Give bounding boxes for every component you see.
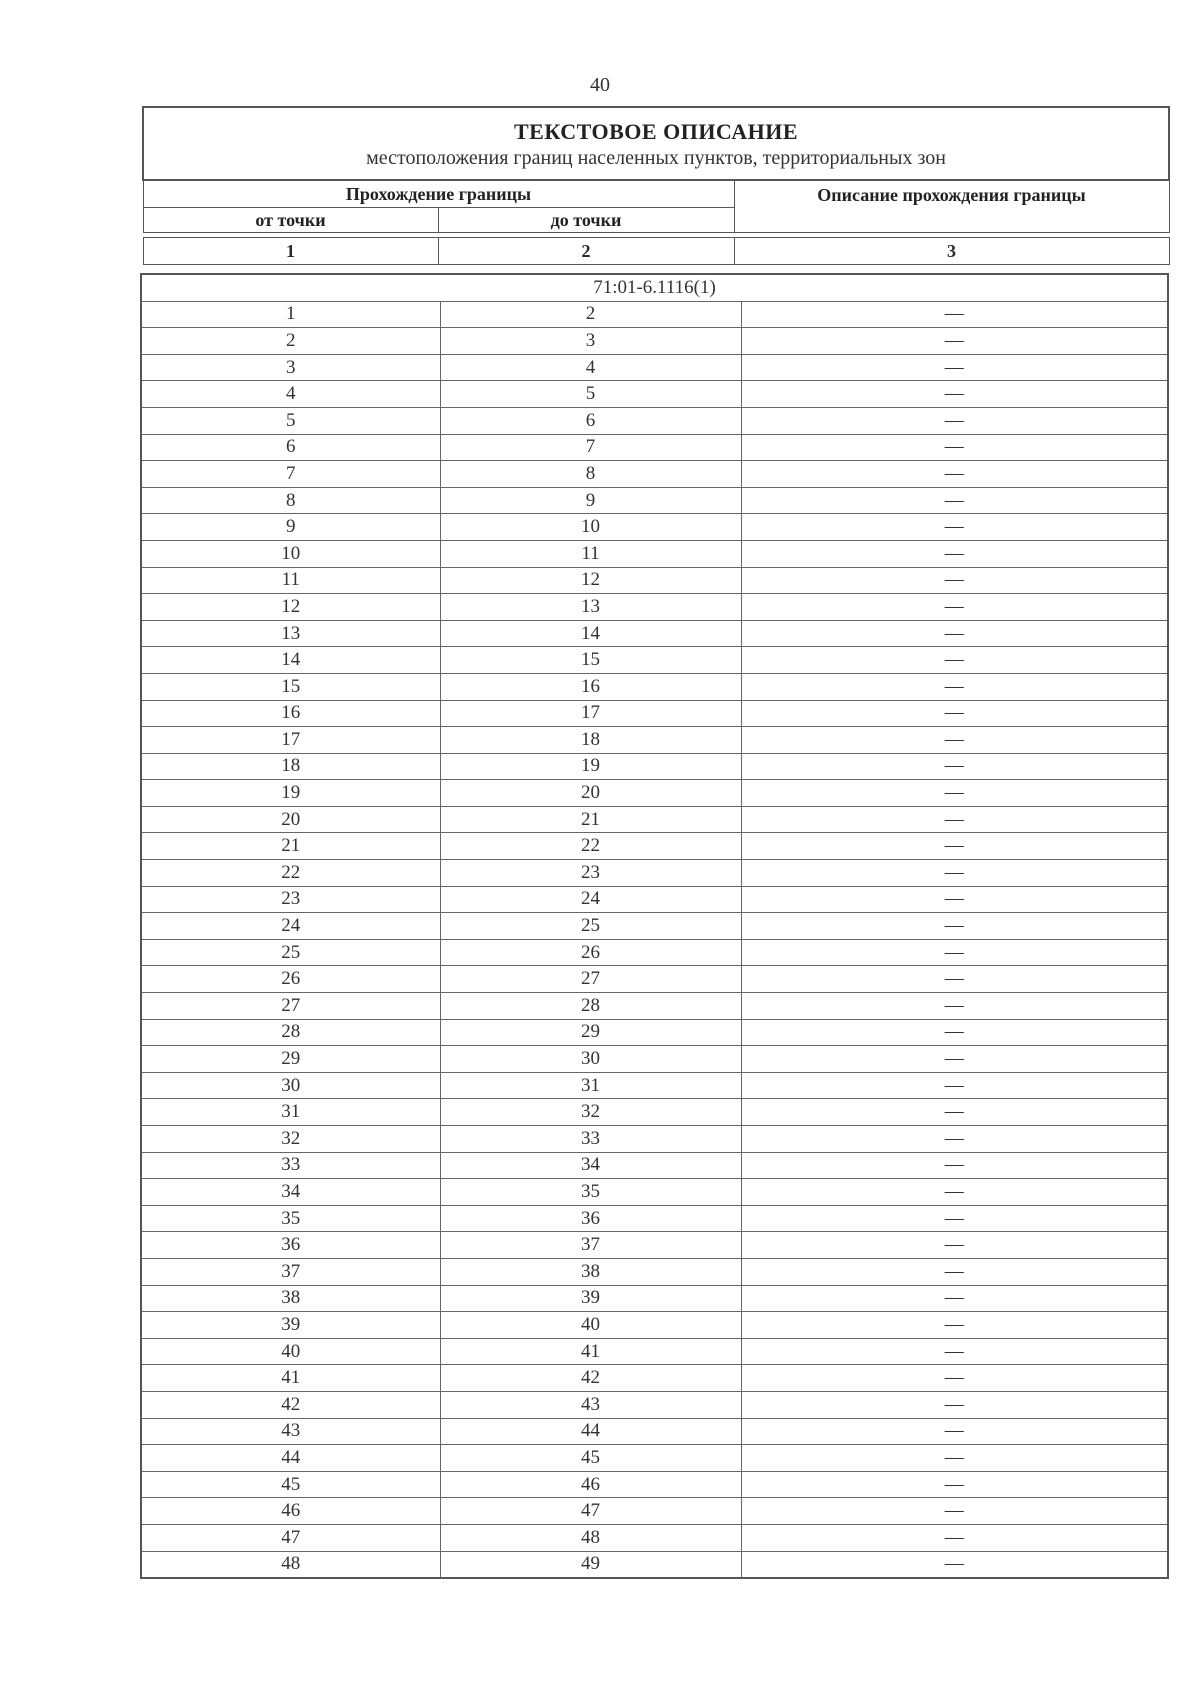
- cell-to-point: 38: [440, 1258, 741, 1285]
- table-row: [141, 1019, 1168, 1046]
- cell-to-point: 36: [440, 1205, 741, 1232]
- table-row: [141, 540, 1168, 567]
- cell-from-point: 29: [141, 1046, 440, 1073]
- table-row: [141, 1498, 1168, 1525]
- cell-to-point: 43: [440, 1391, 741, 1418]
- table-row: [141, 407, 1168, 434]
- cell-description: —: [741, 1019, 1168, 1046]
- table-row: [141, 1365, 1168, 1392]
- cell-from-point: 5: [141, 407, 440, 434]
- cell-to-point: 29: [440, 1019, 741, 1046]
- cell-from-point: 14: [141, 647, 440, 674]
- cell-to-point: 40: [440, 1312, 741, 1339]
- cell-from-point: 48: [141, 1551, 440, 1578]
- cell-from-point: 44: [141, 1445, 440, 1472]
- header-to-point: до точки: [438, 208, 734, 233]
- table-row: [141, 700, 1168, 727]
- cell-from-point: 47: [141, 1524, 440, 1551]
- cell-description: —: [741, 620, 1168, 647]
- cell-description: —: [741, 1524, 1168, 1551]
- table-row: [141, 913, 1168, 940]
- cell-description: —: [741, 1338, 1168, 1365]
- cell-description: —: [741, 540, 1168, 567]
- cell-description: —: [741, 673, 1168, 700]
- cell-description: —: [741, 1418, 1168, 1445]
- table-row: [141, 993, 1168, 1020]
- cell-from-point: 23: [141, 886, 440, 913]
- cell-to-point: 46: [440, 1471, 741, 1498]
- cell-from-point: 18: [141, 753, 440, 780]
- cell-to-point: 2: [440, 301, 741, 328]
- table-row: [141, 434, 1168, 461]
- cell-from-point: 4: [141, 381, 440, 408]
- cell-to-point: 10: [440, 514, 741, 541]
- cell-description: —: [741, 328, 1168, 355]
- cell-from-point: 8: [141, 487, 440, 514]
- cell-from-point: 27: [141, 993, 440, 1020]
- cell-to-point: 49: [440, 1551, 741, 1578]
- table-row: [141, 1152, 1168, 1179]
- cell-description: —: [741, 487, 1168, 514]
- cell-from-point: 32: [141, 1126, 440, 1153]
- cell-description: —: [741, 993, 1168, 1020]
- table-row: [141, 806, 1168, 833]
- table-body: [141, 274, 1168, 1578]
- cell-from-point: 30: [141, 1072, 440, 1099]
- table-row: [141, 647, 1168, 674]
- cell-description: —: [741, 1046, 1168, 1073]
- cell-to-point: 20: [440, 780, 741, 807]
- table-row: [141, 301, 1168, 328]
- cell-from-point: 1: [141, 301, 440, 328]
- cell-to-point: 14: [440, 620, 741, 647]
- cell-description: —: [741, 1232, 1168, 1259]
- page-number: 40: [590, 74, 610, 96]
- header-boundary-passage: Прохождение границы: [143, 180, 734, 208]
- cell-to-point: 42: [440, 1365, 741, 1392]
- cell-to-point: 37: [440, 1232, 741, 1259]
- cell-description: —: [741, 1365, 1168, 1392]
- cell-from-point: 13: [141, 620, 440, 647]
- cell-description: —: [741, 594, 1168, 621]
- cell-from-point: 19: [141, 780, 440, 807]
- cell-to-point: 34: [440, 1152, 741, 1179]
- table-row: [141, 1258, 1168, 1285]
- cell-from-point: 38: [141, 1285, 440, 1312]
- cell-description: —: [741, 461, 1168, 488]
- cell-from-point: 45: [141, 1471, 440, 1498]
- table-row: [141, 833, 1168, 860]
- cell-from-point: 41: [141, 1365, 440, 1392]
- cell-from-point: 2: [141, 328, 440, 355]
- table-row: [141, 939, 1168, 966]
- title-block: [143, 107, 1169, 180]
- table-row: [141, 1232, 1168, 1259]
- table-row: [141, 780, 1168, 807]
- cell-description: —: [741, 1471, 1168, 1498]
- cell-from-point: 3: [141, 354, 440, 381]
- cell-from-point: 43: [141, 1418, 440, 1445]
- cell-description: —: [741, 700, 1168, 727]
- cell-from-point: 10: [141, 540, 440, 567]
- cell-description: —: [741, 833, 1168, 860]
- table-row: [141, 487, 1168, 514]
- cell-description: —: [741, 753, 1168, 780]
- cell-to-point: 41: [440, 1338, 741, 1365]
- cell-to-point: 35: [440, 1179, 741, 1206]
- cell-description: —: [741, 780, 1168, 807]
- cell-to-point: 48: [440, 1524, 741, 1551]
- table-row: [141, 1551, 1168, 1578]
- table-row: [141, 1179, 1168, 1206]
- cell-from-point: 20: [141, 806, 440, 833]
- table-row: [141, 620, 1168, 647]
- document-title: ТЕКСТОВОЕ ОПИСАНИЕ: [514, 118, 799, 144]
- cell-from-point: 28: [141, 1019, 440, 1046]
- cell-description: —: [741, 806, 1168, 833]
- cell-description: —: [741, 1258, 1168, 1285]
- cell-to-point: 15: [440, 647, 741, 674]
- table-row: [141, 727, 1168, 754]
- cell-from-point: 11: [141, 567, 440, 594]
- cell-from-point: 35: [141, 1205, 440, 1232]
- cell-description: —: [741, 727, 1168, 754]
- cell-from-point: 26: [141, 966, 440, 993]
- table-row: [141, 1205, 1168, 1232]
- cell-from-point: 16: [141, 700, 440, 727]
- cell-to-point: 11: [440, 540, 741, 567]
- cell-to-point: 30: [440, 1046, 741, 1073]
- table-row: [141, 1445, 1168, 1472]
- cell-description: —: [741, 966, 1168, 993]
- cell-description: —: [741, 567, 1168, 594]
- cell-description: —: [741, 1445, 1168, 1472]
- cell-to-point: 28: [440, 993, 741, 1020]
- cell-to-point: 32: [440, 1099, 741, 1126]
- column-number-1: 1: [143, 238, 438, 265]
- cell-description: —: [741, 434, 1168, 461]
- cell-from-point: 40: [141, 1338, 440, 1365]
- column-number-2: 2: [438, 238, 734, 265]
- cell-from-point: 39: [141, 1312, 440, 1339]
- cell-to-point: 5: [440, 381, 741, 408]
- cell-from-point: 25: [141, 939, 440, 966]
- cell-description: —: [741, 1152, 1168, 1179]
- section-label: 71:01-6.1116(1): [141, 274, 1168, 301]
- table-row: [141, 461, 1168, 488]
- cell-description: —: [741, 1498, 1168, 1525]
- header-from-point: от точки: [143, 208, 438, 233]
- cell-description: —: [741, 1312, 1168, 1339]
- table-row: [141, 1099, 1168, 1126]
- table-row: [141, 1312, 1168, 1339]
- table-row: [141, 860, 1168, 887]
- cell-description: —: [741, 860, 1168, 887]
- table-row: [141, 567, 1168, 594]
- header-description: Описание прохождения границы: [734, 180, 1169, 233]
- cell-to-point: 16: [440, 673, 741, 700]
- table-row: [141, 1338, 1168, 1365]
- boundary-table: [140, 273, 1169, 1579]
- cell-to-point: 31: [440, 1072, 741, 1099]
- cell-description: —: [741, 1205, 1168, 1232]
- cell-from-point: 46: [141, 1498, 440, 1525]
- cell-to-point: 3: [440, 328, 741, 355]
- cell-from-point: 22: [141, 860, 440, 887]
- cell-description: —: [741, 407, 1168, 434]
- cell-to-point: 9: [440, 487, 741, 514]
- cell-from-point: 7: [141, 461, 440, 488]
- cell-from-point: 37: [141, 1258, 440, 1285]
- table-row: [141, 1046, 1168, 1073]
- cell-to-point: 47: [440, 1498, 741, 1525]
- cell-description: —: [741, 1072, 1168, 1099]
- cell-description: —: [741, 514, 1168, 541]
- table-row: [141, 886, 1168, 913]
- cell-description: —: [741, 913, 1168, 940]
- cell-to-point: 26: [440, 939, 741, 966]
- cell-from-point: 31: [141, 1099, 440, 1126]
- cell-description: —: [741, 939, 1168, 966]
- cell-from-point: 17: [141, 727, 440, 754]
- cell-from-point: 21: [141, 833, 440, 860]
- cell-description: —: [741, 301, 1168, 328]
- cell-to-point: 23: [440, 860, 741, 887]
- cell-from-point: 9: [141, 514, 440, 541]
- cell-to-point: 4: [440, 354, 741, 381]
- cell-to-point: 33: [440, 1126, 741, 1153]
- document-subtitle: местоположения границ населенных пунктов, территориальных зон: [366, 146, 946, 169]
- table-row: [141, 594, 1168, 621]
- cell-from-point: 42: [141, 1391, 440, 1418]
- cell-description: —: [741, 381, 1168, 408]
- cell-to-point: 6: [440, 407, 741, 434]
- table-row: [141, 1126, 1168, 1153]
- column-number-3: 3: [734, 238, 1169, 265]
- table-row: [141, 966, 1168, 993]
- cell-to-point: 7: [440, 434, 741, 461]
- cell-from-point: 36: [141, 1232, 440, 1259]
- table-row: [141, 354, 1168, 381]
- cell-from-point: 12: [141, 594, 440, 621]
- table-row: [141, 381, 1168, 408]
- table-row: [141, 514, 1168, 541]
- cell-to-point: 25: [440, 913, 741, 940]
- cell-from-point: 24: [141, 913, 440, 940]
- cell-to-point: 19: [440, 753, 741, 780]
- table-header: [142, 106, 1170, 265]
- table-row: [141, 1391, 1168, 1418]
- cell-to-point: 18: [440, 727, 741, 754]
- cell-description: —: [741, 354, 1168, 381]
- table-row: [141, 1285, 1168, 1312]
- cell-to-point: 17: [440, 700, 741, 727]
- cell-description: —: [741, 1099, 1168, 1126]
- cell-from-point: 6: [141, 434, 440, 461]
- cell-to-point: 39: [440, 1285, 741, 1312]
- cell-to-point: 27: [440, 966, 741, 993]
- cell-to-point: 13: [440, 594, 741, 621]
- cell-to-point: 45: [440, 1445, 741, 1472]
- cell-to-point: 24: [440, 886, 741, 913]
- cell-to-point: 8: [440, 461, 741, 488]
- cell-from-point: 15: [141, 673, 440, 700]
- table-row: [141, 1418, 1168, 1445]
- cell-description: —: [741, 1285, 1168, 1312]
- cell-description: —: [741, 1126, 1168, 1153]
- cell-to-point: 12: [440, 567, 741, 594]
- cell-from-point: 33: [141, 1152, 440, 1179]
- cell-to-point: 22: [440, 833, 741, 860]
- cell-to-point: 21: [440, 806, 741, 833]
- table-row: [141, 1072, 1168, 1099]
- cell-description: —: [741, 1391, 1168, 1418]
- cell-from-point: 34: [141, 1179, 440, 1206]
- cell-to-point: 44: [440, 1418, 741, 1445]
- cell-description: —: [741, 647, 1168, 674]
- cell-description: —: [741, 1179, 1168, 1206]
- table-row: [141, 1471, 1168, 1498]
- table-row: [141, 753, 1168, 780]
- table-row: [141, 673, 1168, 700]
- cell-description: —: [741, 1551, 1168, 1578]
- cell-description: —: [741, 886, 1168, 913]
- table-row: [141, 1524, 1168, 1551]
- table-row: [141, 328, 1168, 355]
